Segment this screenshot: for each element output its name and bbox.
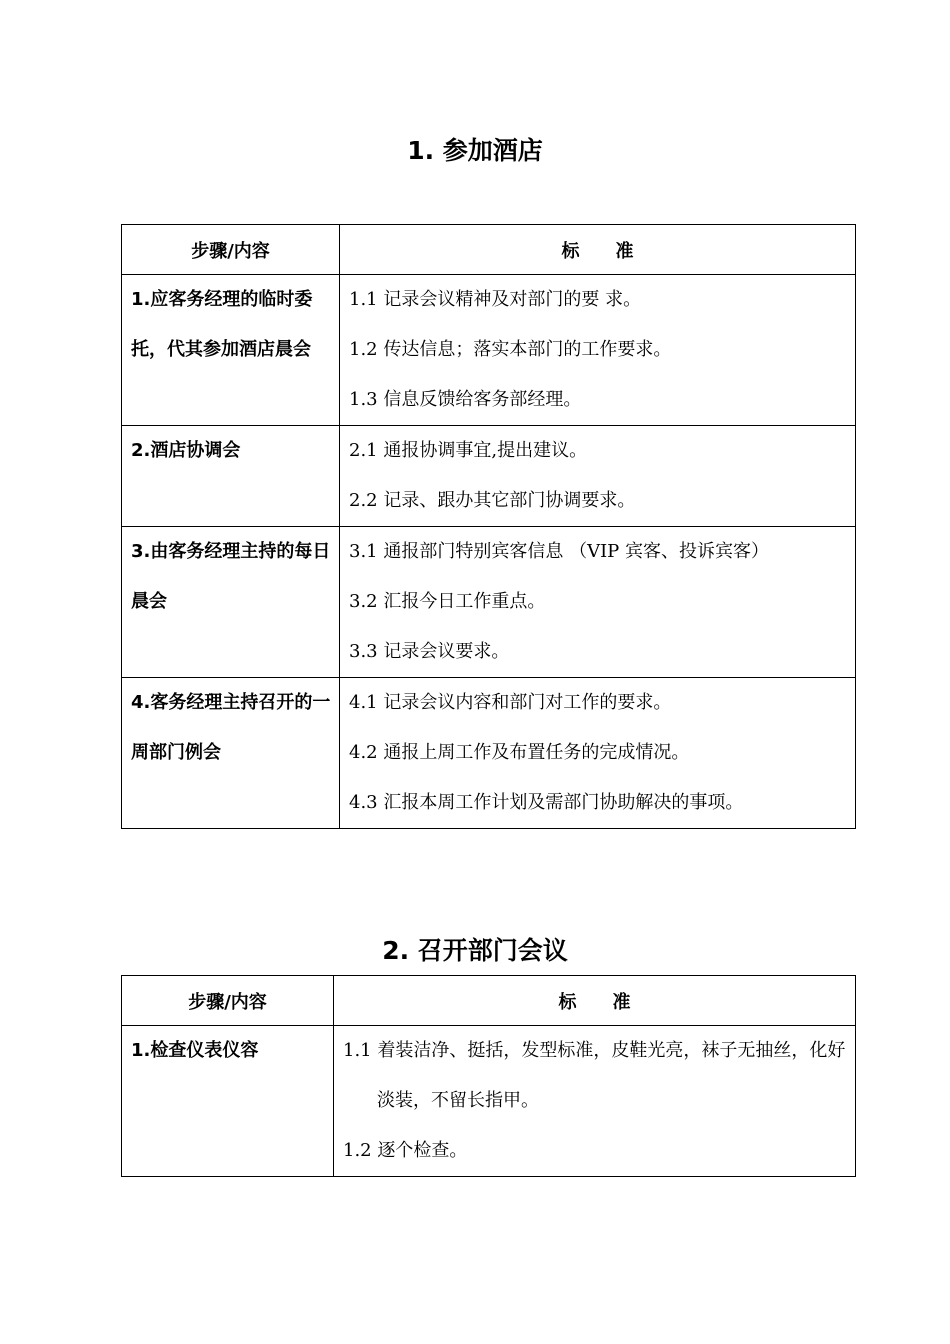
header-standard: 标 准 (340, 225, 856, 275)
section-1-title: 1. 参加酒店 (407, 136, 543, 165)
standard-cell (340, 275, 856, 426)
standard-cell (340, 527, 856, 678)
step-cell: 3.由客务经理主持的每日晨会 (122, 527, 340, 678)
standard-item: 2.1 通报协调事宜,提出建议。 (349, 440, 588, 461)
header-standard: 标 准 (334, 976, 856, 1026)
step-cell: 2.酒店协调会 (122, 426, 340, 527)
standard-cell (340, 426, 856, 527)
step-cell: 1.检查仪表仪容 (122, 1026, 334, 1177)
standard-item: 1.2 传达信息；落实本部门的工作要求。 (349, 339, 672, 360)
standard-item: 1.1 记录会议精神及对部门的要 求。 (349, 289, 642, 310)
standard-item: 1.3 信息反馈给客务部经理。 (349, 389, 582, 410)
section-2-title: 2. 召开部门会议 (382, 936, 568, 965)
standard-item: 1.2 逐个检查。 (343, 1140, 468, 1161)
standard-item: 3.2 汇报今日工作重点。 (349, 591, 546, 612)
standard-item: 4.2 通报上周工作及布置任务的完成情况。 (349, 742, 690, 763)
standard-item: 3.1 通报部门特别宾客信息 （VIP 宾客、投诉宾客） (349, 541, 770, 562)
table-row (122, 678, 856, 829)
standard-item: 4.1 记录会议内容和部门对工作的要求。 (349, 692, 672, 713)
step-cell: 4.客务经理主持召开的一周部门例会 (122, 678, 340, 829)
standard-item: 1.1 着装洁净、挺括，发型标准，皮鞋光亮，袜子无抽丝，化好淡装，不留长指甲。 (343, 1040, 846, 1111)
table-header-row (122, 976, 856, 1026)
table-header-row (122, 225, 856, 275)
standard-item: 3.3 记录会议要求。 (349, 641, 510, 662)
header-step: 步骤/内容 (122, 976, 334, 1026)
standard-item: 2.2 记录、跟办其它部门协调要求。 (349, 490, 636, 511)
step-cell: 1.应客务经理的临时委托，代其参加酒店晨会 (122, 275, 340, 426)
standard-item: 4.3 汇报本周工作计划及需部门协助解决的事项。 (349, 792, 744, 813)
table-row (122, 275, 856, 426)
table-row (122, 426, 856, 527)
table-row (122, 527, 856, 678)
standard-cell (340, 678, 856, 829)
header-step: 步骤/内容 (122, 225, 340, 275)
standard-cell (334, 1026, 856, 1177)
section-1-table (121, 224, 856, 829)
table-row (122, 1026, 856, 1177)
section-2-table (121, 975, 856, 1177)
